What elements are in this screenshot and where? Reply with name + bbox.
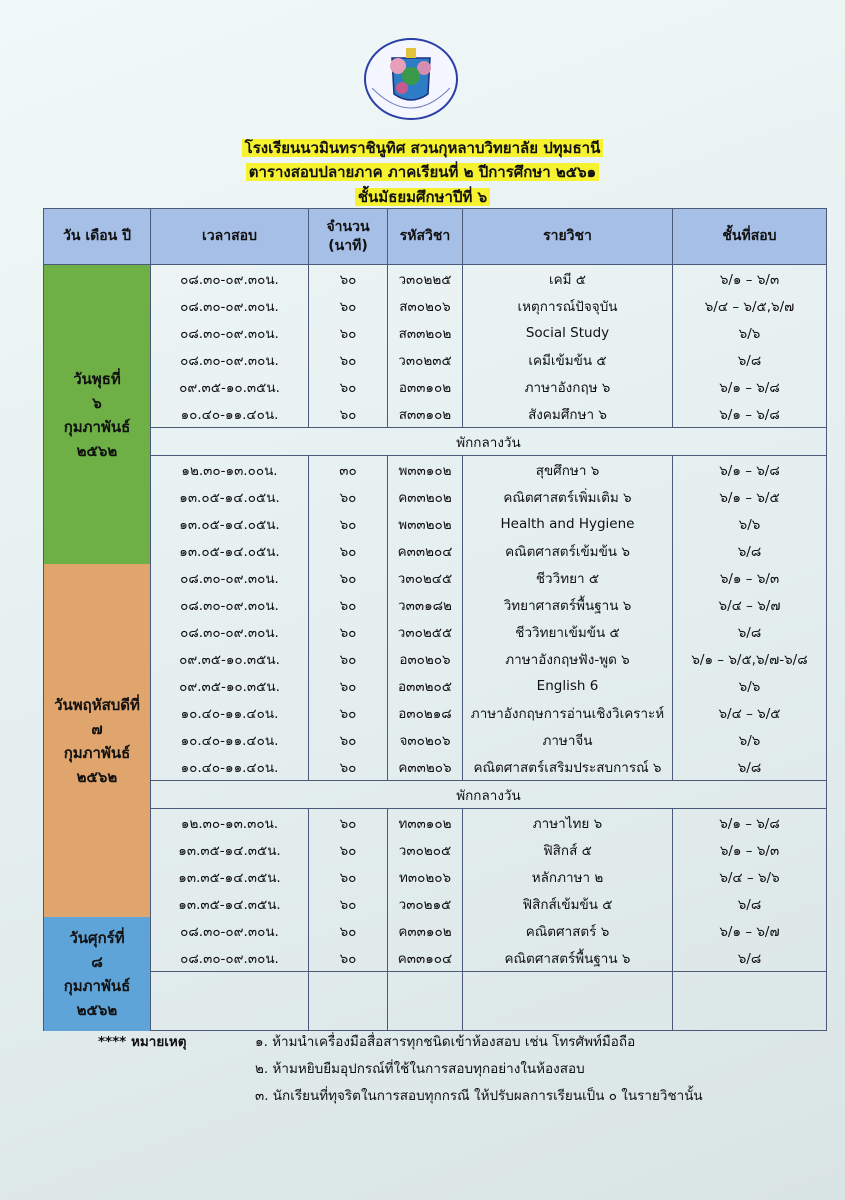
exam-minutes: ๖๐ — [309, 699, 388, 726]
note-item-1: ๑. ห้ามนำเครื่องมือสื่อสารทุกชนิดเข้าห้องสอบ เช่น โทรศัพท์มือถือ — [255, 1034, 636, 1050]
subject-name: คณิตศาสตร์เข้มข้น ๖ — [463, 537, 673, 564]
subject-code: ว๓๐๒๕๕ — [388, 618, 463, 645]
subject-code: ท๓๓๑๐๒ — [388, 809, 463, 837]
exam-minutes: ๖๐ — [309, 753, 388, 781]
exam-time: ๑๓.๐๕-๑๔.๐๕น. — [151, 483, 309, 510]
school-logo — [362, 36, 460, 122]
exam-time: ๑๓.๓๕-๑๔.๓๕น. — [151, 890, 309, 917]
subject-name: คณิตศาสตร์พื้นฐาน ๖ — [463, 944, 673, 972]
exam-room: ๖/๔ – ๖/๕,๖/๗ — [673, 292, 827, 319]
exam-room: ๖/๑ – ๖/๓ — [673, 564, 827, 591]
subject-name: สุขศึกษา ๖ — [463, 456, 673, 484]
subject-code: ค๓๓๑๐๒ — [388, 917, 463, 944]
day-label-line: ๗ — [91, 719, 103, 738]
exam-minutes: ๖๐ — [309, 672, 388, 699]
table-row — [44, 292, 827, 319]
header-time: เวลาสอบ — [151, 209, 309, 265]
table-row — [44, 400, 827, 428]
day-label-line: ๖ — [92, 393, 102, 412]
exam-time: ๑๒.๓๐-๑๓.๐๐น. — [151, 456, 309, 484]
exam-room: ๖/๖ — [673, 319, 827, 346]
subject-name: ภาษาไทย ๖ — [463, 809, 673, 837]
table-row — [44, 618, 827, 645]
subject-name: สังคมศึกษา ๖ — [463, 400, 673, 428]
exam-minutes: ๖๐ — [309, 726, 388, 753]
lunch-break-label: พักกลางวัน — [151, 428, 827, 456]
exam-minutes: ๖๐ — [309, 564, 388, 591]
subject-name: เคมีเข้มข้น ๕ — [463, 346, 673, 373]
lunch-break-label: พักกลางวัน — [151, 781, 827, 809]
exam-room: ๖/๑ – ๖/๘ — [673, 456, 827, 484]
exam-room: ๖/๔ – ๖/๖ — [673, 863, 827, 890]
subject-name: ฟิสิกส์ ๕ — [463, 836, 673, 863]
exam-room: ๖/๔ – ๖/๕ — [673, 699, 827, 726]
exam-minutes: ๖๐ — [309, 944, 388, 972]
day-label-line: กุมภาพันธ์ — [63, 743, 131, 762]
day-label-line: วันพฤหัสบดีที่ — [54, 695, 140, 714]
day-label-line: ๒๕๖๒ — [76, 767, 118, 786]
table-row — [44, 483, 827, 510]
subject-code: ว๓๐๒๒๕ — [388, 265, 463, 293]
exam-minutes: ๖๐ — [309, 373, 388, 400]
note-item-3: ๓. นักเรียนที่ทุจริตในการสอบทุกกรณี ให้ปรับผลการเรียนเป็น ๐ ในรายวิชานั้น — [255, 1088, 703, 1104]
exam-minutes: ๖๐ — [309, 863, 388, 890]
subject-code: ว๓๐๒๐๕ — [388, 836, 463, 863]
subject-name: ภาษาอังกฤษฟัง-พูด ๖ — [463, 645, 673, 672]
table-header-row — [44, 209, 827, 265]
exam-time: ๐๙.๓๕-๑๐.๓๕น. — [151, 373, 309, 400]
exam-room: ๖/๘ — [673, 346, 827, 373]
subject-name: คณิตศาสตร์เสริมประสบการณ์ ๖ — [463, 753, 673, 781]
subject-code: ค๓๓๑๐๔ — [388, 944, 463, 972]
exam-time: ๐๘.๓๐-๐๙.๓๐น. — [151, 618, 309, 645]
empty-cell — [309, 972, 388, 1031]
school-name: โรงเรียนนวมินทราชินูทิศ สวนกุหลาบวิทยาลัย ปทุมธานี — [0, 137, 845, 159]
day-cell-2 — [44, 564, 151, 917]
exam-time: ๑๐.๔๐-๑๑.๔๐น. — [151, 726, 309, 753]
subject-name: ชีววิทยา ๕ — [463, 564, 673, 591]
subject-code: อ๓๐๒๐๖ — [388, 645, 463, 672]
table-row — [44, 809, 827, 837]
note-item-2: ๒. ห้ามหยิบยืมอุปกรณ์ที่ใช้ในการสอบทุกอย่างในห้องสอบ — [255, 1061, 585, 1077]
day-cell-3 — [44, 917, 151, 1031]
table-row — [44, 319, 827, 346]
exam-time: ๑๐.๔๐-๑๑.๔๐น. — [151, 699, 309, 726]
table-row — [44, 373, 827, 400]
exam-minutes: ๖๐ — [309, 265, 388, 293]
subject-name: Health and Hygiene — [463, 510, 673, 537]
exam-minutes: ๖๐ — [309, 292, 388, 319]
header-date: วัน เดือน ปี — [44, 209, 151, 265]
exam-room: ๖/๑ – ๖/๗ — [673, 917, 827, 944]
table-row — [44, 265, 827, 293]
exam-schedule-table — [43, 208, 827, 1031]
subject-code: ค๓๓๒๐๒ — [388, 483, 463, 510]
table-row — [44, 537, 827, 564]
subject-name: คณิตศาสตร์ ๖ — [463, 917, 673, 944]
exam-time: ๐๘.๓๐-๐๙.๓๐น. — [151, 319, 309, 346]
empty-cell — [388, 972, 463, 1031]
exam-room: ๖/๘ — [673, 890, 827, 917]
subject-code: ว๓๓๑๘๒ — [388, 591, 463, 618]
exam-time: ๑๓.๐๕-๑๔.๐๕น. — [151, 537, 309, 564]
grade-level: ชั้นมัธยมศึกษาปีที่ ๖ — [0, 186, 845, 208]
day-label-line: วันศุกร์ที่ — [69, 928, 125, 947]
subject-code: อ๓๓๒๐๕ — [388, 672, 463, 699]
table-row — [44, 917, 827, 944]
exam-minutes: ๖๐ — [309, 400, 388, 428]
exam-room: ๖/๑ – ๖/๘ — [673, 373, 827, 400]
subject-name: English 6 — [463, 672, 673, 699]
exam-time: ๐๘.๓๐-๐๙.๓๐น. — [151, 944, 309, 972]
exam-room: ๖/๘ — [673, 618, 827, 645]
exam-minutes: ๖๐ — [309, 645, 388, 672]
lunch-row — [44, 781, 827, 809]
header-room: ชั้นที่สอบ — [673, 209, 827, 265]
exam-time: ๐๘.๓๐-๐๙.๓๐น. — [151, 591, 309, 618]
subject-name: คณิตศาสตร์เพิ่มเติม ๖ — [463, 483, 673, 510]
table-row — [44, 726, 827, 753]
table-row — [44, 645, 827, 672]
subject-code: พ๓๓๒๐๒ — [388, 510, 463, 537]
exam-time: ๑๓.๓๕-๑๔.๓๕น. — [151, 836, 309, 863]
exam-minutes: ๖๐ — [309, 591, 388, 618]
table-row — [44, 836, 827, 863]
exam-time: ๑๐.๔๐-๑๑.๔๐น. — [151, 400, 309, 428]
exam-room: ๖/๑ – ๖/๕ — [673, 483, 827, 510]
exam-room: ๖/๖ — [673, 672, 827, 699]
exam-time: ๐๙.๓๕-๑๐.๓๕น. — [151, 672, 309, 699]
day-cell-1 — [44, 265, 151, 565]
exam-room: ๖/๘ — [673, 753, 827, 781]
exam-room: ๖/๖ — [673, 510, 827, 537]
exam-minutes: ๖๐ — [309, 890, 388, 917]
exam-title: ตารางสอบปลายภาค ภาคเรียนที่ ๒ ปีการศึกษา ๒๕๖๑ — [0, 161, 845, 183]
exam-time: ๐๘.๓๐-๐๙.๓๐น. — [151, 564, 309, 591]
table-row — [44, 753, 827, 781]
subject-code: ค๓๓๒๐๔ — [388, 537, 463, 564]
exam-room: ๖/๘ — [673, 537, 827, 564]
subject-name: เคมี ๕ — [463, 265, 673, 293]
subject-name: หลักภาษา ๒ — [463, 863, 673, 890]
table-row — [44, 944, 827, 972]
exam-time: ๑๓.๓๕-๑๔.๓๕น. — [151, 863, 309, 890]
exam-room: ๖/๑ – ๖/๓ — [673, 265, 827, 293]
empty-cell — [463, 972, 673, 1031]
subject-code: ว๓๐๒๔๕ — [388, 564, 463, 591]
exam-time: ๐๘.๓๐-๐๙.๓๐น. — [151, 265, 309, 293]
exam-minutes: ๖๐ — [309, 319, 388, 346]
exam-time: ๐๘.๓๐-๐๙.๓๐น. — [151, 917, 309, 944]
header-subject: รายวิชา — [463, 209, 673, 265]
exam-minutes: ๖๐ — [309, 346, 388, 373]
table-row — [44, 591, 827, 618]
subject-code: พ๓๓๑๐๒ — [388, 456, 463, 484]
notes-label: **** หมายเหตุ — [98, 1034, 187, 1050]
exam-room: ๖/๑ – ๖/๕,๖/๗-๖/๘ — [673, 645, 827, 672]
exam-room: ๖/๑ – ๖/๘ — [673, 809, 827, 837]
subject-code: อ๓๓๑๐๒ — [388, 373, 463, 400]
exam-minutes: ๖๐ — [309, 537, 388, 564]
day-label-line: ๒๕๖๒ — [76, 441, 118, 460]
subject-name: ภาษาอังกฤษ ๖ — [463, 373, 673, 400]
table-row — [44, 456, 827, 484]
subject-name: ชีววิทยาเข้มข้น ๕ — [463, 618, 673, 645]
subject-name: Social Study — [463, 319, 673, 346]
subject-name: ภาษาจีน — [463, 726, 673, 753]
lunch-row — [44, 428, 827, 456]
exam-room: ๖/๔ – ๖/๗ — [673, 591, 827, 618]
exam-time: ๑๓.๐๕-๑๔.๐๕น. — [151, 510, 309, 537]
header-code: รหัสวิชา — [388, 209, 463, 265]
exam-room: ๖/๘ — [673, 944, 827, 972]
table-row — [44, 564, 827, 591]
subject-code: ส๓๐๒๐๖ — [388, 292, 463, 319]
exam-minutes: ๖๐ — [309, 618, 388, 645]
subject-code: ว๓๐๒๑๕ — [388, 890, 463, 917]
table-row — [44, 863, 827, 890]
empty-cell — [151, 972, 309, 1031]
exam-minutes: ๖๐ — [309, 483, 388, 510]
table-row — [44, 346, 827, 373]
day-label-line: กุมภาพันธ์ — [63, 976, 131, 995]
exam-room: ๖/๑ – ๖/๓ — [673, 836, 827, 863]
exam-time: ๑๐.๔๐-๑๑.๔๐น. — [151, 753, 309, 781]
empty-cell — [673, 972, 827, 1031]
exam-time: ๐๘.๓๐-๐๙.๓๐น. — [151, 346, 309, 373]
exam-minutes: ๓๐ — [309, 456, 388, 484]
exam-minutes: ๖๐ — [309, 917, 388, 944]
exam-time: ๐๙.๓๕-๑๐.๓๕น. — [151, 645, 309, 672]
exam-room: ๖/๖ — [673, 726, 827, 753]
subject-code: ว๓๐๒๓๕ — [388, 346, 463, 373]
exam-minutes: ๖๐ — [309, 809, 388, 837]
exam-time: ๑๒.๓๐-๑๓.๓๐น. — [151, 809, 309, 837]
exam-room: ๖/๑ – ๖/๘ — [673, 400, 827, 428]
filler-row — [44, 972, 827, 1031]
table-row — [44, 672, 827, 699]
subject-name: ฟิสิกส์เข้มข้น ๕ — [463, 890, 673, 917]
subject-name: ภาษาอังกฤษการอ่านเชิงวิเคราะห์ — [463, 699, 673, 726]
day-label-line: ๒๕๖๒ — [76, 1000, 118, 1019]
day-label-line: ๘ — [91, 952, 103, 971]
day-label-line: กุมภาพันธ์ — [63, 417, 131, 436]
exam-time: ๐๘.๓๐-๐๙.๓๐น. — [151, 292, 309, 319]
subject-code: ค๓๓๒๐๖ — [388, 753, 463, 781]
subject-code: จ๓๐๒๐๖ — [388, 726, 463, 753]
exam-minutes: ๖๐ — [309, 836, 388, 863]
subject-name: วิทยาศาสตร์พื้นฐาน ๖ — [463, 591, 673, 618]
subject-code: ส๓๓๒๐๒ — [388, 319, 463, 346]
table-row — [44, 699, 827, 726]
day-label-line: วันพุธที่ — [73, 369, 121, 388]
header-minutes: จำนวน (นาที) — [309, 209, 388, 265]
exam-minutes: ๖๐ — [309, 510, 388, 537]
subject-code: อ๓๐๒๑๘ — [388, 699, 463, 726]
table-row — [44, 890, 827, 917]
table-row — [44, 510, 827, 537]
subject-code: ท๓๐๒๐๖ — [388, 863, 463, 890]
subject-code: ส๓๓๑๐๒ — [388, 400, 463, 428]
subject-name: เหตุการณ์ปัจจุบัน — [463, 292, 673, 319]
